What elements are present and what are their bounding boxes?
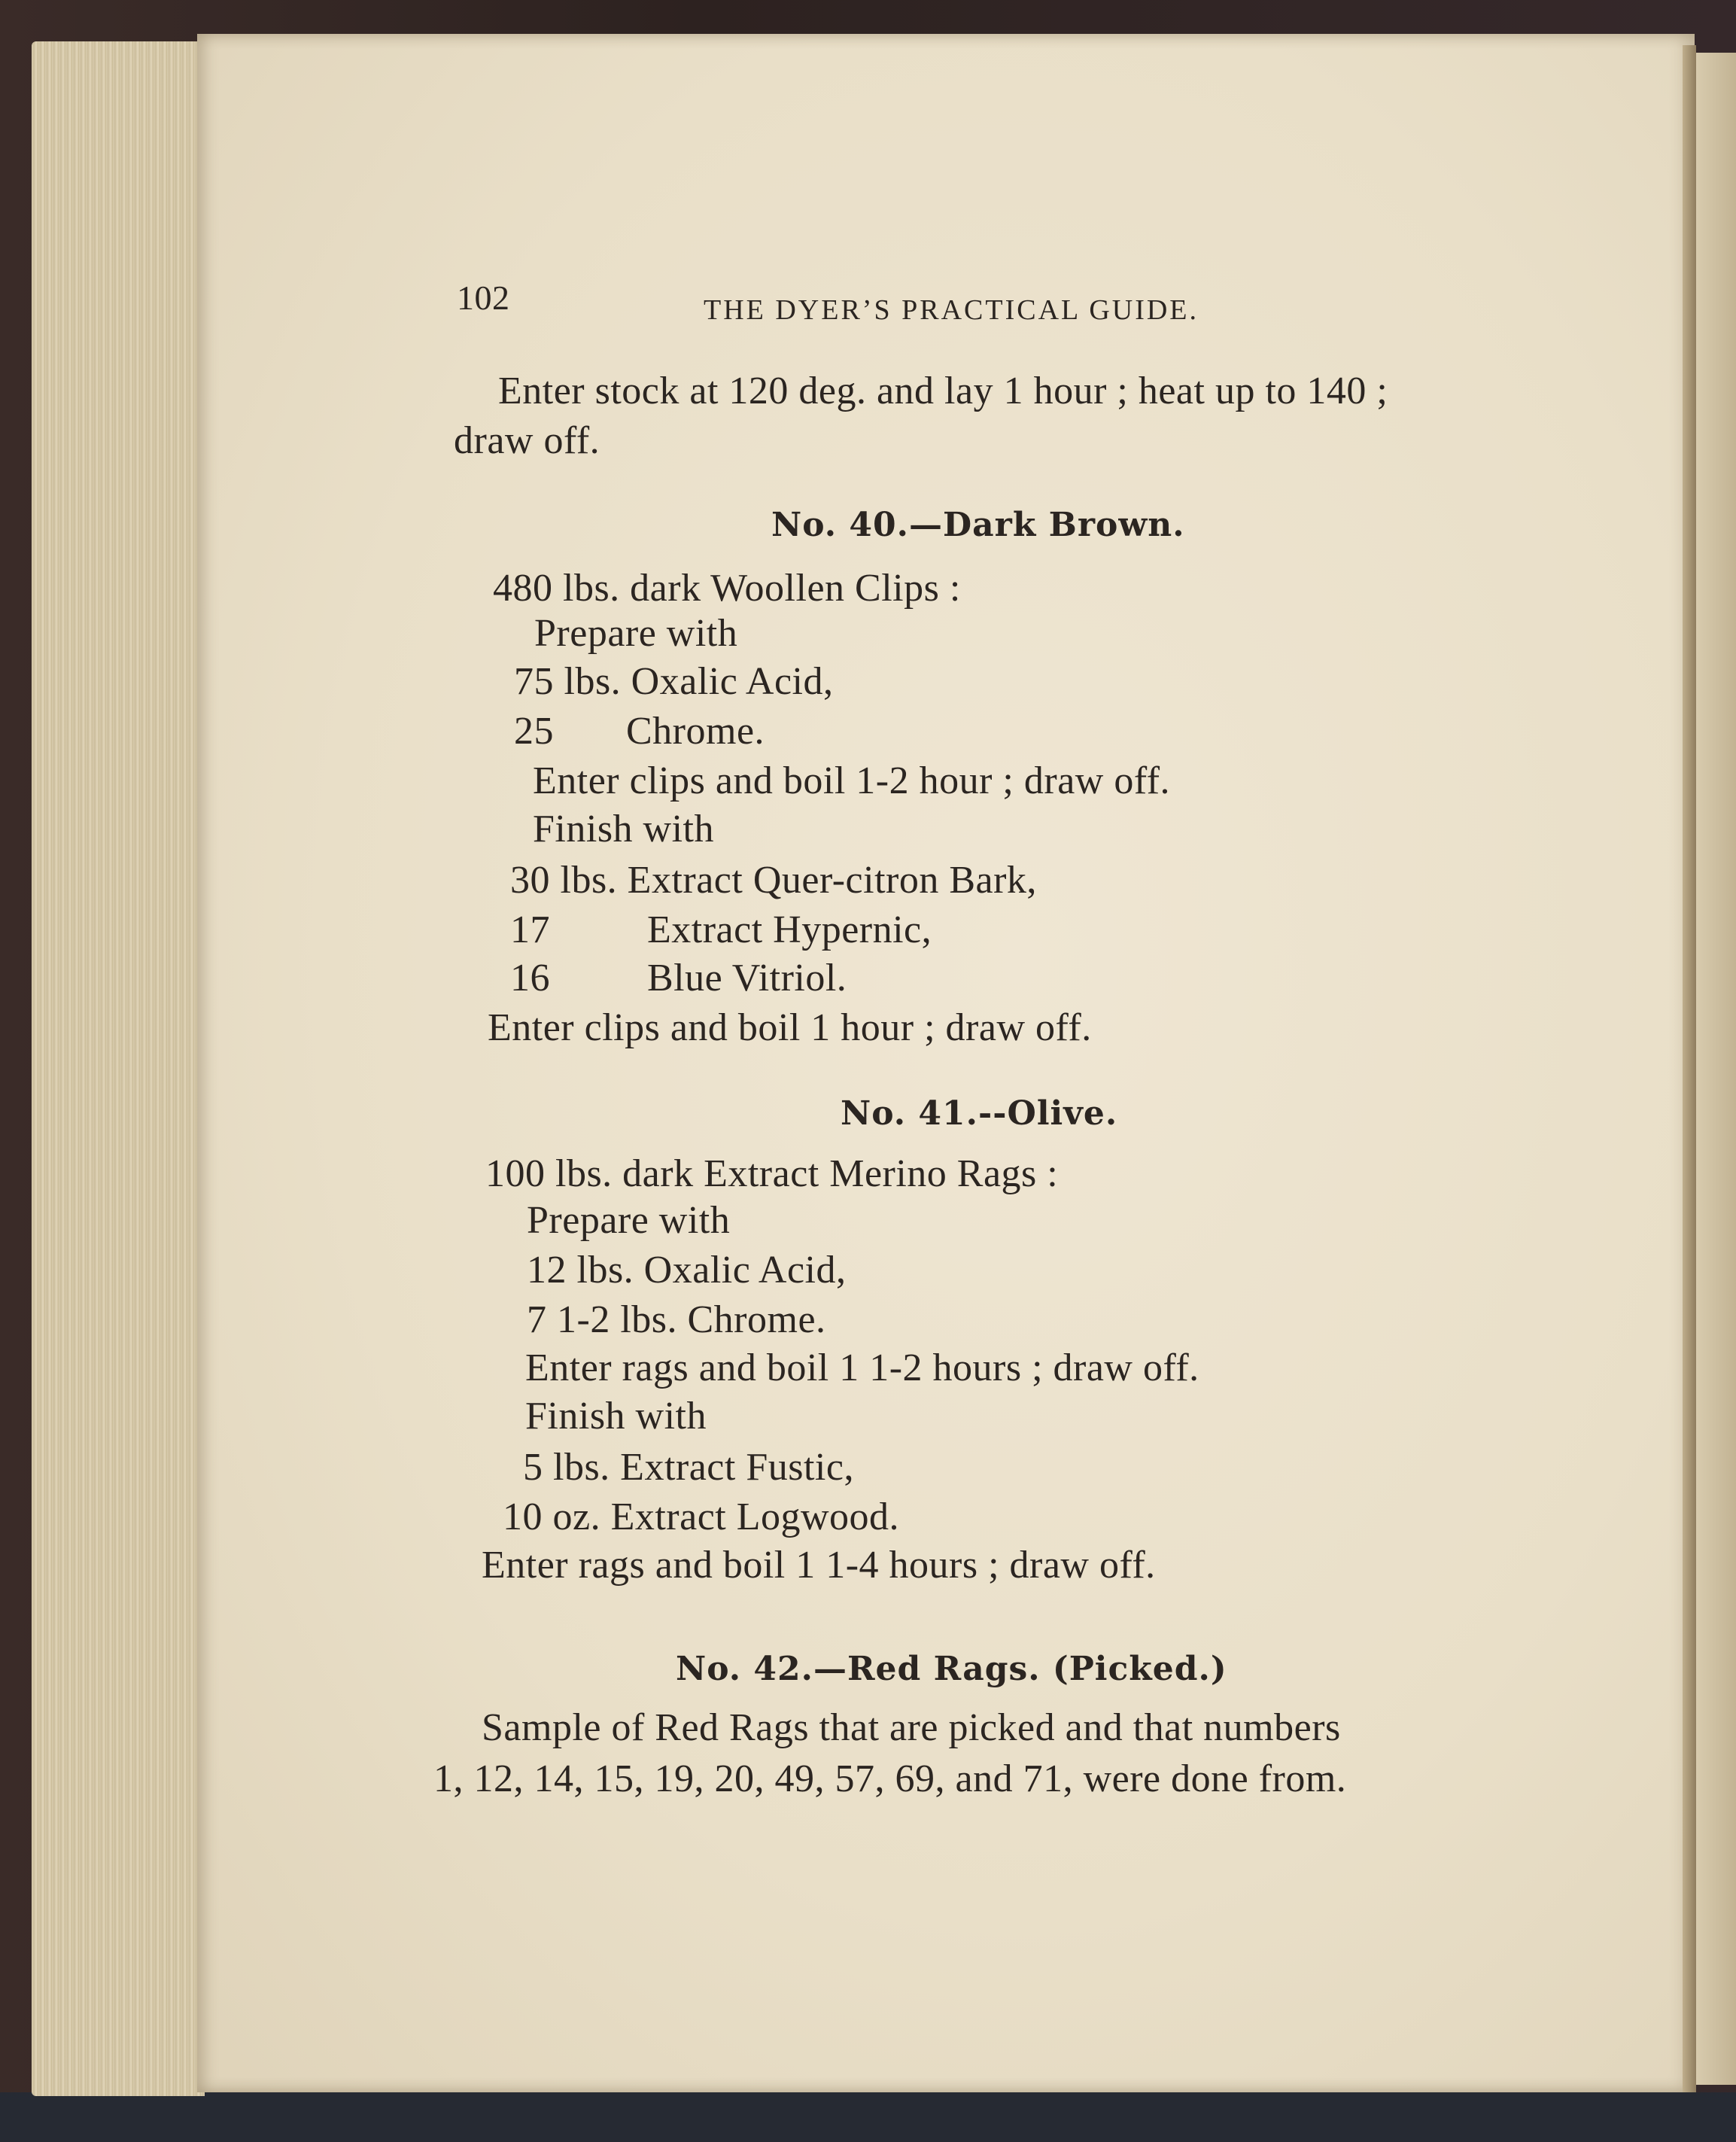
recipe-40-line: Enter clips and boil 1 hour ; draw off. (488, 1006, 1092, 1049)
page-number: 102 (457, 278, 510, 317)
recipe-41-line: Finish with (525, 1395, 707, 1438)
recipe-41-line: 12 lbs. Oxalic Acid, (527, 1249, 847, 1292)
recipe-40-line: 480 lbs. dark Woollen Clips : (493, 567, 961, 610)
quantity: 25 (514, 710, 554, 753)
recipe-42-line-2: 1, 12, 14, 15, 19, 20, 49, 57, 69, and 71, were done from. (433, 1757, 1347, 1800)
ingredient: Extract Hypernic, (647, 908, 932, 951)
recipe-42-line-1: Sample of Red Rags that are picked and that numbers (482, 1706, 1341, 1749)
recipe-41-line: 100 lbs. dark Extract Merino Rags : (485, 1152, 1059, 1195)
book-gutter (1683, 45, 1696, 2092)
recipe-40-line (510, 956, 847, 1001)
recipe-41-line: Enter rags and boil 1 1-2 hours ; draw off. (525, 1346, 1199, 1389)
recipe-40-line: Finish with (533, 808, 714, 850)
recipe-41-line: 10 oz. Extract Logwood. (503, 1495, 900, 1538)
running-title: THE DYER’S PRACTICAL GUIDE. (704, 294, 1199, 326)
quantity: 17 (510, 908, 550, 951)
recipe-40-line: Enter clips and boil 1-2 hour ; draw off. (533, 759, 1171, 802)
facing-page-edge (1696, 53, 1736, 2085)
intro-line-1: Enter stock at 120 deg. and lay 1 hour ; heat up to 140 ; (498, 370, 1388, 412)
recipe-41-line: Enter rags and boil 1 1-4 hours ; draw off. (482, 1544, 1156, 1587)
recipe-40-line: 75 lbs. Oxalic Acid, (514, 660, 834, 703)
recipe-41-heading: No. 41.--Olive. (841, 1094, 1118, 1133)
ingredient: Chrome. (626, 710, 765, 753)
recipe-40-line (510, 908, 932, 953)
ingredient: Blue Vitriol. (647, 957, 847, 999)
recipe-41-line: 5 lbs. Extract Fustic, (523, 1446, 854, 1489)
recipe-41-line: Prepare with (527, 1199, 731, 1242)
recipe-40-line: 30 lbs. Extract Quer-citron Bark, (510, 859, 1037, 902)
quantity: 16 (510, 957, 550, 999)
recipe-40-line: Prepare with (534, 612, 738, 655)
table-surface (0, 2092, 1736, 2142)
page-edges (32, 41, 205, 2096)
recipe-40-heading: No. 40.—Dark Brown. (771, 506, 1185, 544)
recipe-42-heading: No. 42.—Red Rags. (Picked.) (676, 1650, 1227, 1688)
recipe-40-line (514, 709, 765, 754)
recipe-41-line: 7 1-2 lbs. Chrome. (527, 1298, 826, 1341)
intro-line-2: draw off. (454, 419, 600, 462)
